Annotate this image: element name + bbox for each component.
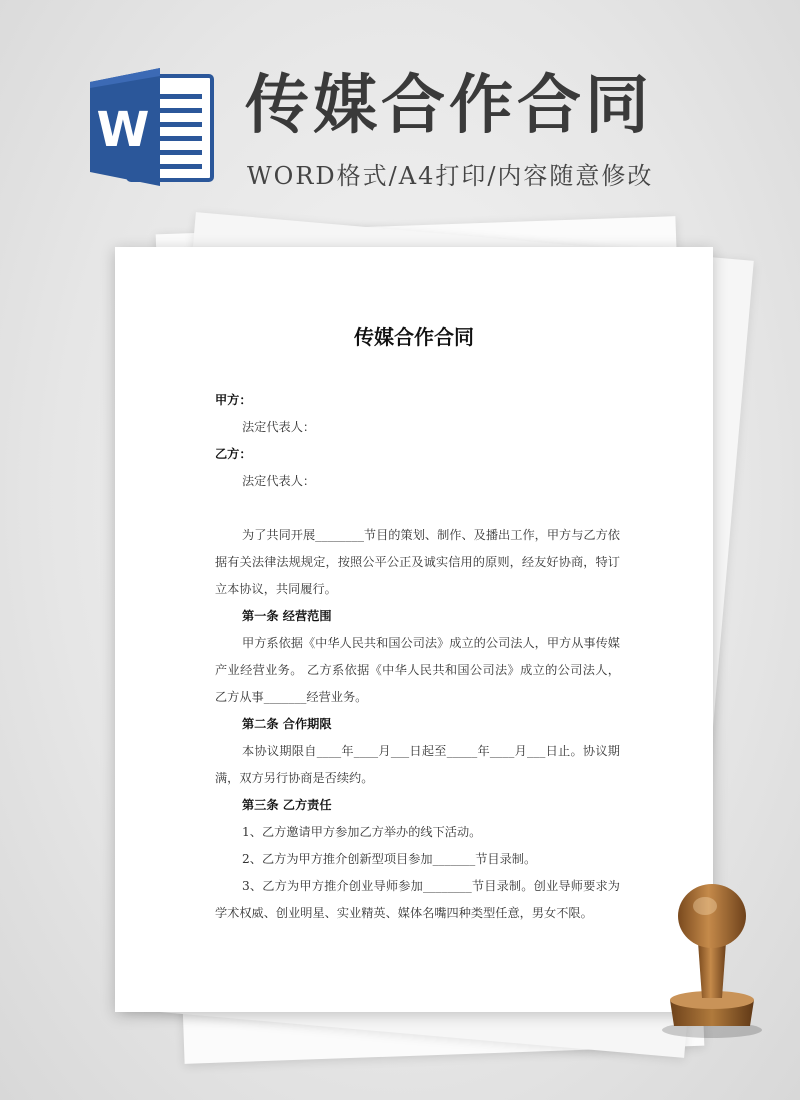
party-b-representative: 法定代表人： bbox=[242, 474, 316, 488]
wooden-stamp-icon bbox=[650, 870, 770, 1040]
section-2-title: 第二条 合作期限 bbox=[242, 717, 332, 731]
spacer bbox=[215, 495, 620, 522]
document-body bbox=[215, 387, 620, 927]
section-3-item-1: 1、乙方邀请甲方参加乙方举办的线下活动。 bbox=[242, 825, 482, 839]
section-3-item-3: 3、乙方为甲方推介创业导师参加________节目录制。创业导师要求为学术权威、创业明星、实业精英、媒体名嘴四种类型任意，男女不限。 bbox=[215, 879, 620, 920]
document-title: 传媒合作合同 bbox=[354, 325, 474, 349]
section-1-title: 第一条 经营范围 bbox=[242, 609, 332, 623]
header-subtitle: WORD格式/A4打印/内容随意修改 bbox=[247, 162, 654, 190]
section-3-item-2: 2、乙方为甲方推介创新型项目参加_______节目录制。 bbox=[242, 852, 537, 866]
party-b-label: 乙方： bbox=[215, 447, 252, 461]
section-2-text: 本协议期限自____年____月___日起至_____年____月___日止。协议期满，双方另行协商是否续约。 bbox=[215, 744, 620, 785]
party-a-label: 甲方： bbox=[215, 393, 252, 407]
party-a-representative: 法定代表人： bbox=[242, 420, 316, 434]
section-3-title: 第三条 乙方责任 bbox=[242, 798, 332, 812]
header-title: 传媒合作合同 bbox=[245, 69, 653, 143]
word-logo-icon bbox=[88, 64, 214, 190]
intro-paragraph: 为了共同开展________节目的策划、制作、及播出工作，甲方与乙方依据有关法律法规规定，按照公平公正及诚实信用的原则，经友好协商，特订立本协议，共同履行。 bbox=[215, 528, 620, 596]
section-1-text: 甲方系依据《中华人民共和国公司法》成立的公司法人，甲方从事传媒产业经营业务。 乙方系依据《中华人民共和国公司法》成立的公司法人，乙方从事_______经营业务。 bbox=[215, 636, 620, 704]
header bbox=[0, 0, 800, 220]
logo-letter: W bbox=[96, 102, 150, 158]
document-page bbox=[115, 247, 713, 1012]
